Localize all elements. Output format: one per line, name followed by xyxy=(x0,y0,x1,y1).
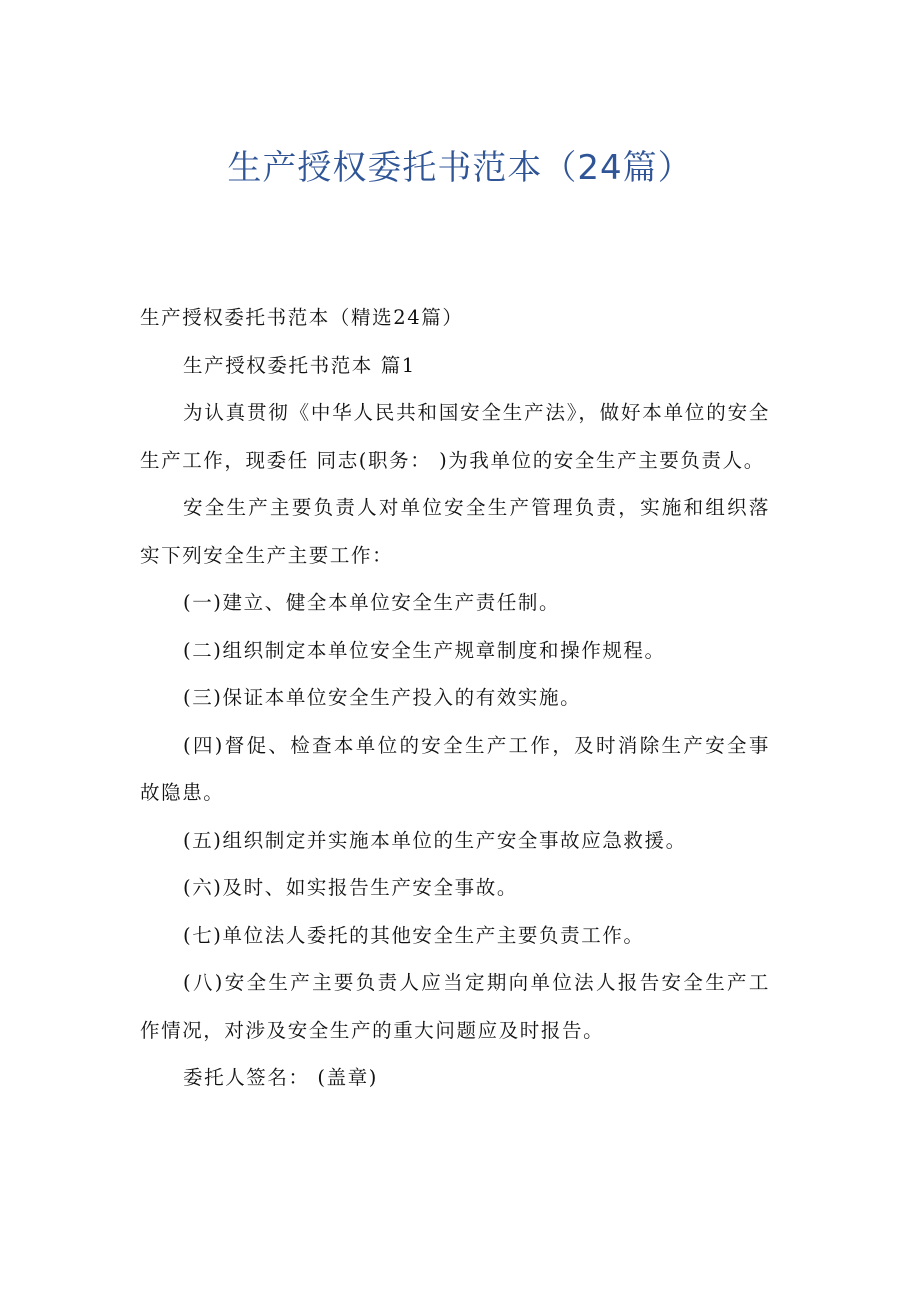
list-item-8: (八)安全生产主要负责人应当定期向单位法人报告安全生产工作情况，对涉及安全生产的重大问题应及时报告。 xyxy=(140,971,770,1042)
signature-line: 委托人签名： (盖章) xyxy=(183,1066,379,1089)
list-item-7: (七)单位法人委托的其他安全生产主要负责工作。 xyxy=(183,923,645,947)
list-item-5: (五)组织制定并实施本单位的生产安全事故应急救援。 xyxy=(183,828,687,852)
paragraph-responsibilities-intro: 安全生产主要负责人对单位安全生产管理负责，实施和组织落实下列安全生产主要工作： xyxy=(140,496,770,567)
list-item-3: (三)保证本单位安全生产投入的有效实施。 xyxy=(183,686,582,709)
document-body xyxy=(140,294,770,1102)
list-item-1: (一)建立、健全本单位安全生产责任制。 xyxy=(183,591,561,614)
list-item-4: (四)督促、检查本单位的安全生产工作，及时消除生产安全事故隐患。 xyxy=(140,733,770,804)
list-item-6: (六)及时、如实报告生产安全事故。 xyxy=(183,876,518,899)
paragraph-appointment: 为认真贯彻《中华人民共和国安全生产法》，做好本单位的安全生产工作，现委任 同志(职务： )为我单位的安全生产主要负责人。 xyxy=(140,401,770,472)
list-item-2: (二)组织制定本单位安全生产规章制度和操作规程。 xyxy=(183,638,666,662)
paragraph-section-heading: 生产授权委托书范本 篇1 xyxy=(183,353,416,377)
paragraph-subtitle: 生产授权委托书范本（精选24篇） xyxy=(140,306,464,329)
document-title: 生产授权委托书范本（24篇） xyxy=(227,148,693,188)
